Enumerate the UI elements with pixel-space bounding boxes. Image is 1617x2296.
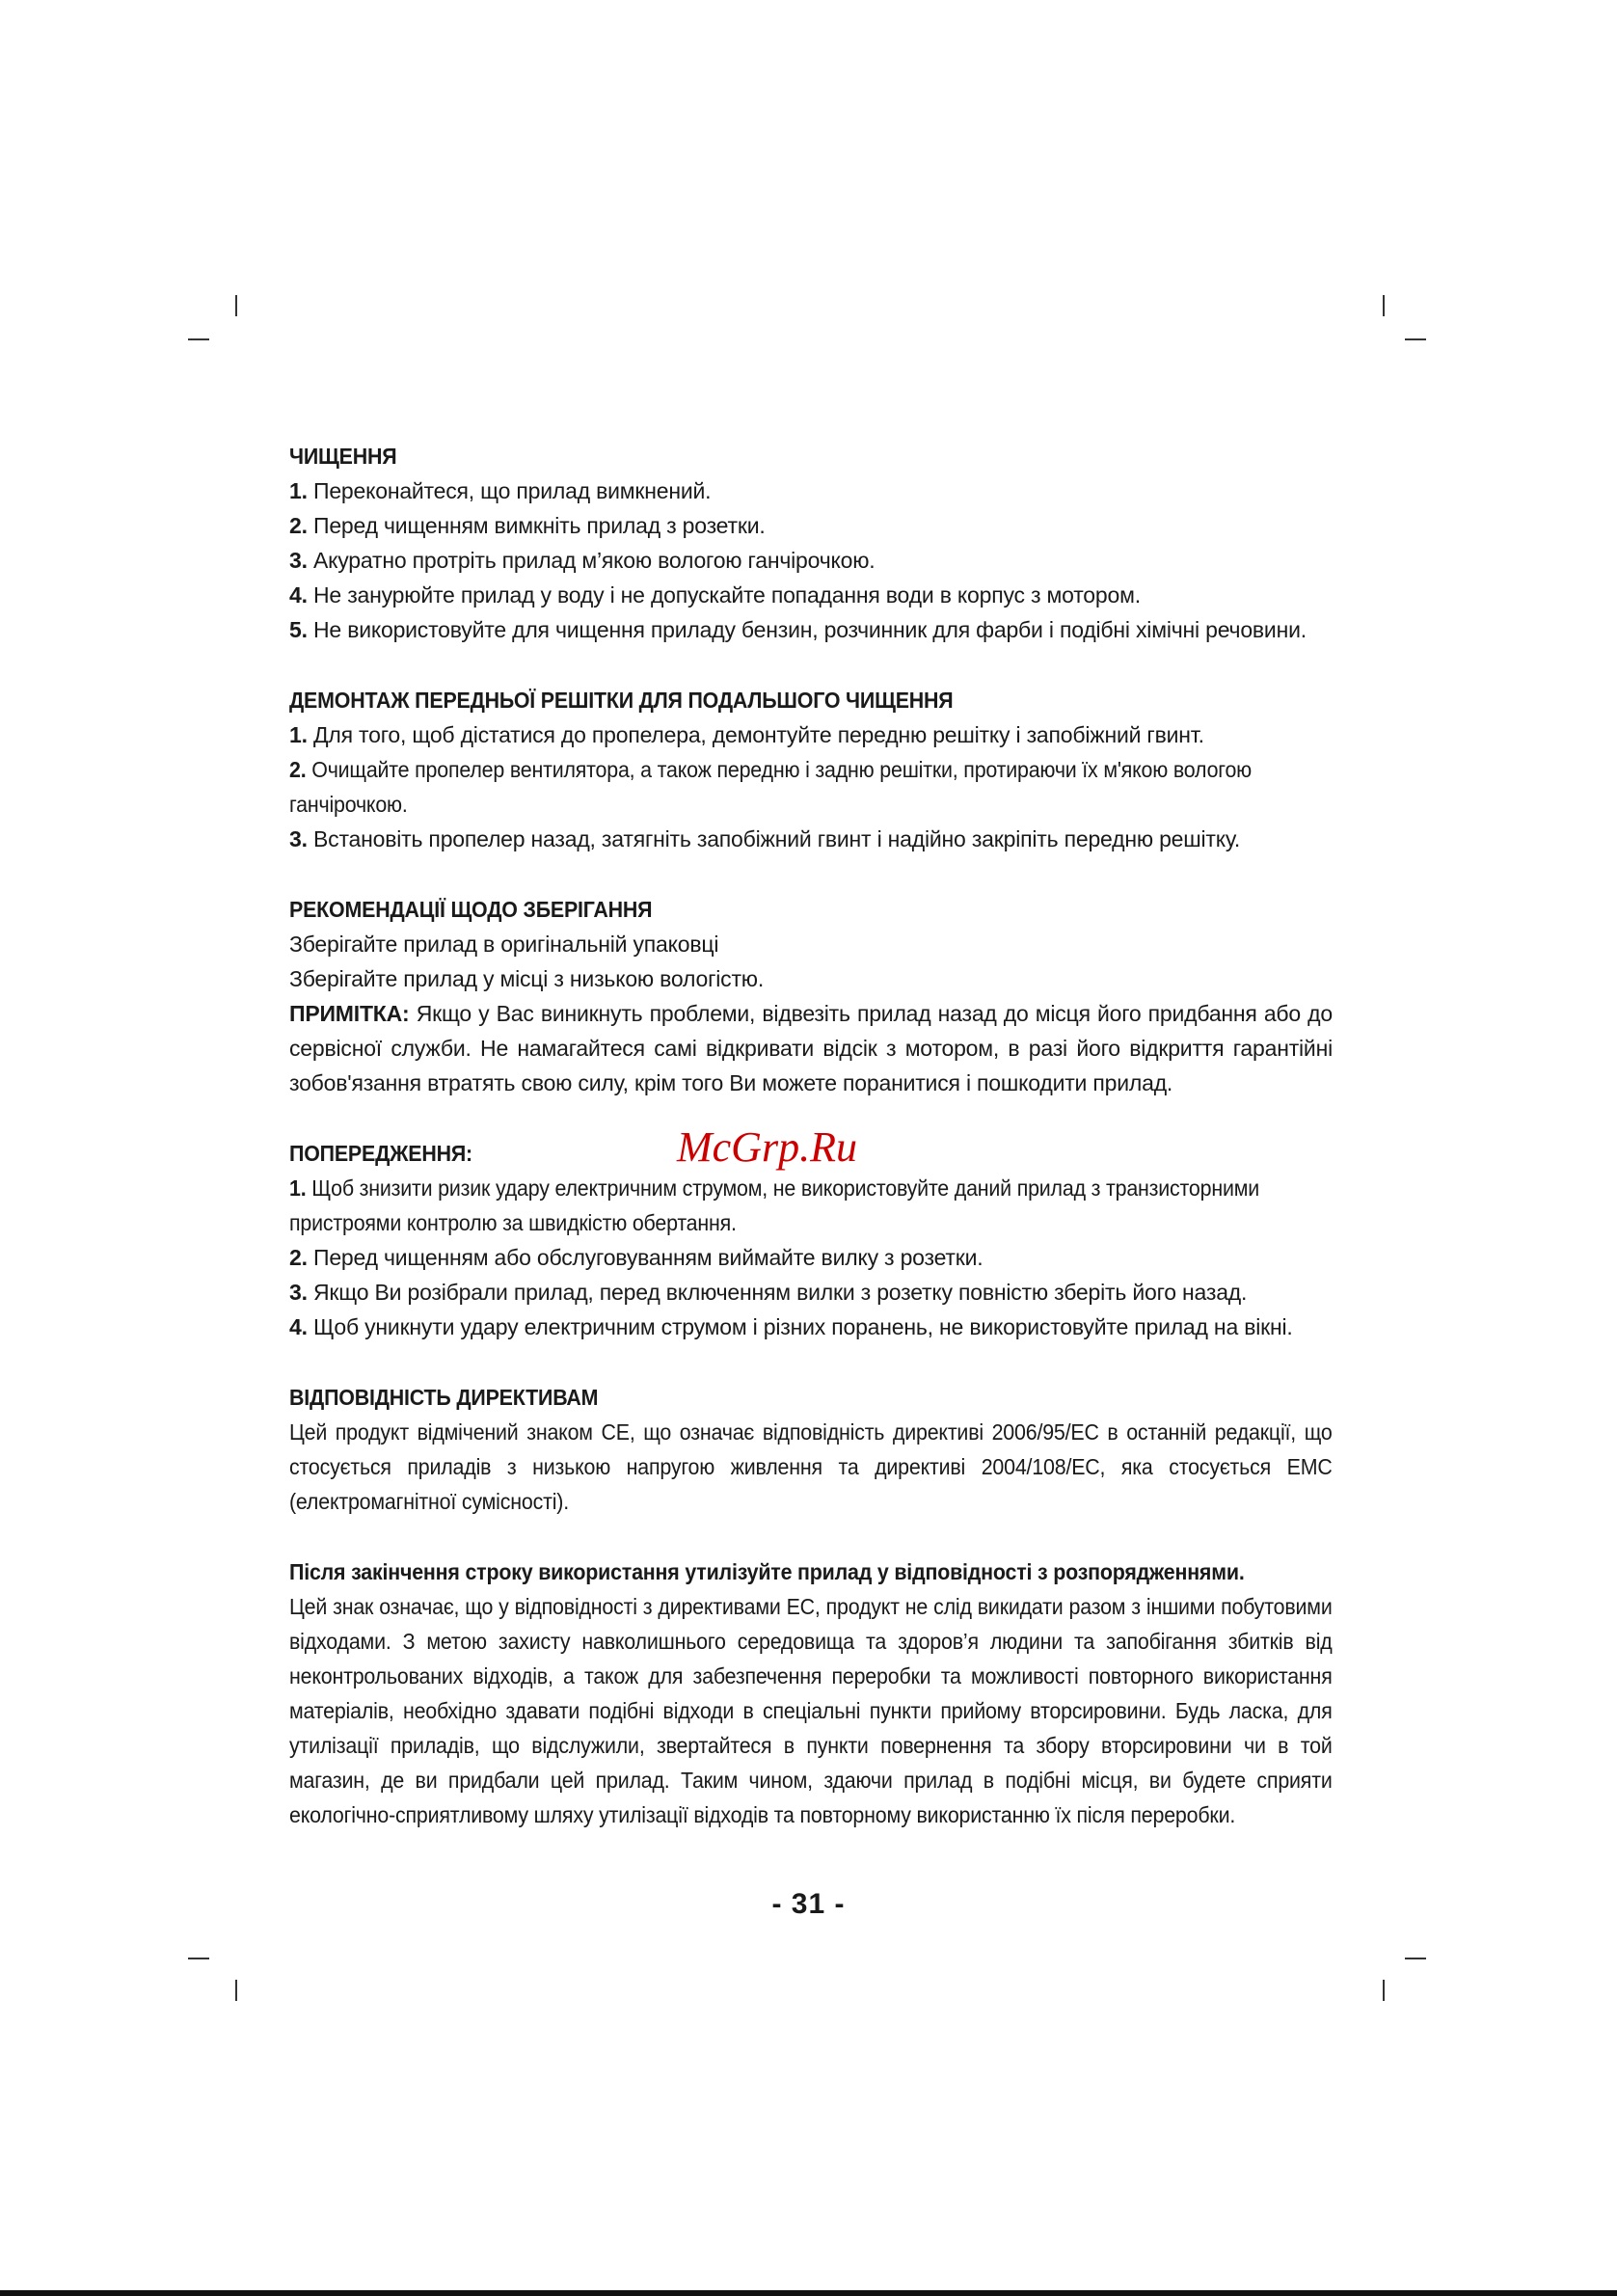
disposal-title: Після закінчення строку використання утилізуйте прилад у відповідності з розпорядженнями. [289, 1559, 1245, 1584]
cleaning-item: 3. Акуратно протріть прилад м’якою вологою ганчірочкою. [289, 548, 876, 573]
storage-section [289, 892, 1333, 1100]
storage-line: Зберігайте прилад у місці з низькою вологістю. [289, 966, 765, 991]
dismantle-item: 3. Встановіть пропелер назад, затягніть запобіжний гвинт і надійно закріпіть передню решітку. [289, 826, 1241, 851]
cleaning-item: 4. Не занурюйте прилад у воду і не допускайте попадання води в корпус з мотором. [289, 582, 1141, 608]
cleaning-item: 1. Переконайтеся, що прилад вимкнений. [289, 478, 712, 503]
disposal-text: Цей знак означає, що у відповідності з директивами ЕС, продукт не слід викидати разом з іншими побутовими відходами. З метою захисту навколишнього середовища та здоров’я людини та запобігання збитків від неконтрольованих відходів, а також для забезпечення переробки та можливості повторного використання матеріалів, необхідно здавати подібні відходи в спеціальні пункти прийому вторсировини. Будь ласка, для утилізації приладів, що відслужили, звертайтеся в пункти повернення та збору вторсировини чи в той магазин, де ви придбали цей прилад. Таким чином, здаючи прилад в подібні місця, ви будете сприяти екологічно-сприятливому шляху утилізації відходів та повторному використанню їх після переробки. [289, 1594, 1333, 1827]
compliance-text: Цей продукт відмічений знаком CE, що означає відповідність директиві 2006/95/ЕС в останній редакції, що стосується приладів з низькою напругою живлення та директиві 2004/108/EC, яка стосується EMC (електромагнітної сумісності). [289, 1419, 1333, 1514]
disposal-section [289, 1554, 1333, 1832]
crop-mark-bottom-left-vertical [235, 1980, 237, 2001]
compliance-title: ВІДПОВІДНІСТЬ ДИРЕКТИВАМ [289, 1385, 599, 1410]
crop-mark-bottom-left-horizontal [188, 1958, 209, 1959]
page-content [289, 439, 1333, 1868]
dismantle-item: 1. Для того, щоб дістатися до пропелера, демонтуйте передню решітку і запобіжний гвинт. [289, 722, 1204, 747]
cleaning-section [289, 439, 1333, 647]
warnings-section [289, 1123, 1333, 1344]
cleaning-item: 5. Не використовуйте для чищення приладу бензин, розчинник для фарби і подібні хімічні речовини. [289, 617, 1307, 642]
dismantle-item: 2. Очищайте пропелер вентилятора, а також передню і задню решітки, протираючи їх м'якою вологою ганчірочкою. [289, 757, 1253, 817]
crop-mark-top-right-vertical [1383, 295, 1385, 316]
storage-note: ПРИМІТКА: Якщо у Вас виникнуть проблеми, відвезіть прилад назад до місця його придбання або до сервісної служби. Не намагайтеся самі відкривати відсік з мотором, в разі його відкриття гарантійні зобов'язання втратять свою силу, крім того Ви можете поранитися і пошкодити прилад. [289, 1001, 1333, 1095]
crop-mark-top-left-horizontal [188, 338, 209, 340]
dismantle-title: ДЕМОНТАЖ ПЕРЕДНЬОЇ РЕШІТКИ ДЛЯ ПОДАЛЬШОГО ЧИЩЕННЯ [289, 688, 954, 713]
page-number: - 31 - [771, 1888, 846, 1920]
crop-mark-bottom-right-horizontal [1405, 1958, 1426, 1959]
storage-title: РЕКОМЕНДАЦІЇ ЩОДО ЗБЕРІГАННЯ [289, 897, 653, 922]
storage-line: Зберігайте прилад в оригінальній упаковці [289, 932, 719, 957]
warning-item: 1. Щоб знизити ризик удару електричним струмом, не використовуйте даний прилад з транзисторними пристроями контролю за швидкістю обертання. [289, 1175, 1260, 1235]
crop-mark-top-right-horizontal [1405, 338, 1426, 340]
crop-mark-bottom-right-vertical [1383, 1980, 1385, 2001]
dismantle-section [289, 683, 1333, 856]
crop-mark-top-left-vertical [235, 295, 237, 316]
compliance-section [289, 1380, 1333, 1519]
warnings-title: ПОПЕРЕДЖЕННЯ: [289, 1141, 473, 1166]
warning-item: 3. Якщо Ви розібрали прилад, перед включенням вилки з розетку повністю зберіть його назад. [289, 1280, 1248, 1305]
warning-item: 4. Щоб уникнути удару електричним струмом і різних поранень, не використовуйте прилад на вікні. [289, 1314, 1293, 1339]
cleaning-item: 2. Перед чищенням вимкніть прилад з розетки. [289, 513, 766, 538]
watermark: McGrp.Ru [677, 1123, 857, 1171]
warnings-header [289, 1123, 1333, 1171]
bottom-edge-bar [0, 2290, 1617, 2296]
warning-item: 2. Перед чищенням або обслуговуванням виймайте вилку з розетки. [289, 1245, 984, 1270]
cleaning-title: ЧИЩЕННЯ [289, 444, 397, 469]
